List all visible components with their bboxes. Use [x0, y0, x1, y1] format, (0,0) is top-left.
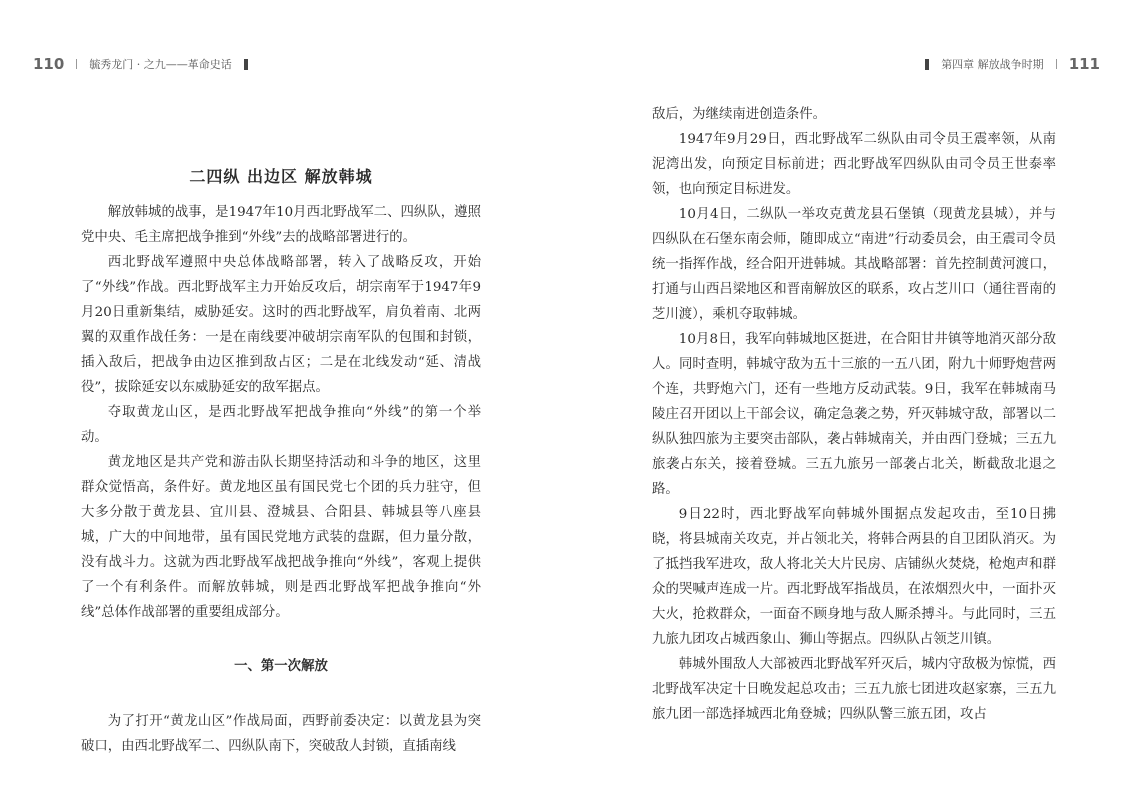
header-divider — [1056, 59, 1057, 69]
left-page — [0, 0, 566, 799]
paragraph: 为了打开“黄龙山区”作战局面，西野前委决定：以黄龙县为突破口，由西北野战军二、四纵队南下，突破敌人封锁，直插南线 — [81, 714, 481, 754]
paragraph: 黄龙地区是共产党和游击队长期坚持活动和斗争的地区，这里群众觉悟高，条件好。黄龙地区虽有国民党七个团的兵力驻守，但大多分散于黄龙县、宜川县、澄城县、合阳县、韩城县等八座县城，广大的中间地带，虽有国民党地方武装的盘踞，但力量分散，没有战斗力。这就为西北野战军战把战争推向“外线”，客观上提供了一个有利条件。而解放韩城，则是西北野战军把战争推向“外线”总体作战部署的重要组成部分。 — [81, 455, 481, 620]
continued-paragraph: 敌后，为继续南进创造条件。 — [652, 107, 827, 122]
section-heading-wrap — [81, 625, 481, 709]
paragraph: 1947年9月29日，西北野战军二纵队由司令员王震率领，从南泥湾出发，向预定目标前进；西北野战军四纵队由司令员王世泰率领，也向预定目标进发。 — [652, 132, 1056, 197]
paragraph: 10月8日，我军向韩城地区挺进，在合阳甘井镇等地消灭部分敌人。同时查明，韩城守敌为五十三旅的一五八团，附九十师野炮营两个连，共野炮六门，还有一些地方反动武装。9日，我军在韩城南马陵庄召开团以上干部会议，确定急袭之势，歼灭韩城守敌，部署以二纵队独四旅为主要突击部队，袭占韩城南关，并由西门登城；三五九旅袭占东关，接着登城。三五九旅另一部袭占北关，断截敌北退之路。 — [652, 332, 1056, 497]
header-divider — [76, 59, 77, 69]
right-page-body — [652, 102, 1056, 727]
paragraph: 9日22时，西北野战军向韩城外围据点发起攻击，至10日拂晓，将县城南关攻克，并占领北关，将韩合两县的自卫团队消灭。为了抵挡我军进攻，敌人将北关大片民房、店铺纵火焚烧，枪炮声和群众的哭喊声连成一片。西北野战军指战员，在浓烟烈火中，一面扑灭大火，抢救群众，一面奋不顾身地与敌人厮杀搏斗。与此同时，三五九旅九团攻占城西象山、狮山等据点。四纵队占领芝川镇。 — [652, 507, 1056, 647]
header-mark — [925, 59, 929, 70]
article-title: 二四纵 出边区 解放韩城 — [189, 167, 373, 186]
right-running-header: 第四章 解放战争时期 — [941, 58, 1044, 71]
left-running-header: 毓秀龙门 · 之九——革命史话 — [89, 58, 232, 71]
paragraph: 解放韩城的战事，是1947年10月西北野战军二、四纵队，遵照党中央、毛主席把战争推到“外线”去的战略部署进行的。 — [81, 205, 481, 245]
section-heading: 一、第一次解放 — [234, 658, 328, 674]
header-mark — [244, 59, 248, 70]
left-page-number: 110 — [33, 55, 65, 73]
left-page-header — [33, 52, 248, 76]
right-page-number: 111 — [1068, 55, 1100, 73]
left-page-body — [81, 156, 481, 759]
paragraph: 夺取黄龙山区，是西北野战军把战争推向“外线”的第一个举动。 — [81, 405, 481, 445]
right-page-header — [925, 52, 1100, 76]
paragraph: 西北野战军遵照中央总体战略部署，转入了战略反攻，开始了“外线”作战。西北野战军主力开始反攻后，胡宗南军于1947年9月20日重新集结，威胁延安。这时的西北野战军，肩负着南、北两翼的双重作战任务：一是在南线要冲破胡宗南军队的包围和封锁，插入敌后，把战争由边区推到敌占区；二是在北线发动“延、清战役”，拔除延安以东威胁延安的敌军据点。 — [81, 255, 481, 395]
paragraph: 10月4日，二纵队一举攻克黄龙县石堡镇（现黄龙县城），并与四纵队在石堡东南会师，随即成立“南进”行动委员会，由王震司令员统一指挥作战，经合阳开进韩城。其战略部署：首先控制黄河渡口，打通与山西吕梁地区和晋南解放区的联系，攻占芝川口（通往晋南的芝川渡），乘机夺取韩城。 — [652, 207, 1056, 322]
right-page — [566, 0, 1133, 799]
paragraph: 韩城外围敌人大部被西北野战军歼灭后，城内守敌极为惊慌，西北野战军决定十日晚发起总攻击；三五九旅七团进攻赵家寨，三五九旅九团一部选择城西北角登城；四纵队警三旅五团，攻占 — [652, 657, 1056, 722]
